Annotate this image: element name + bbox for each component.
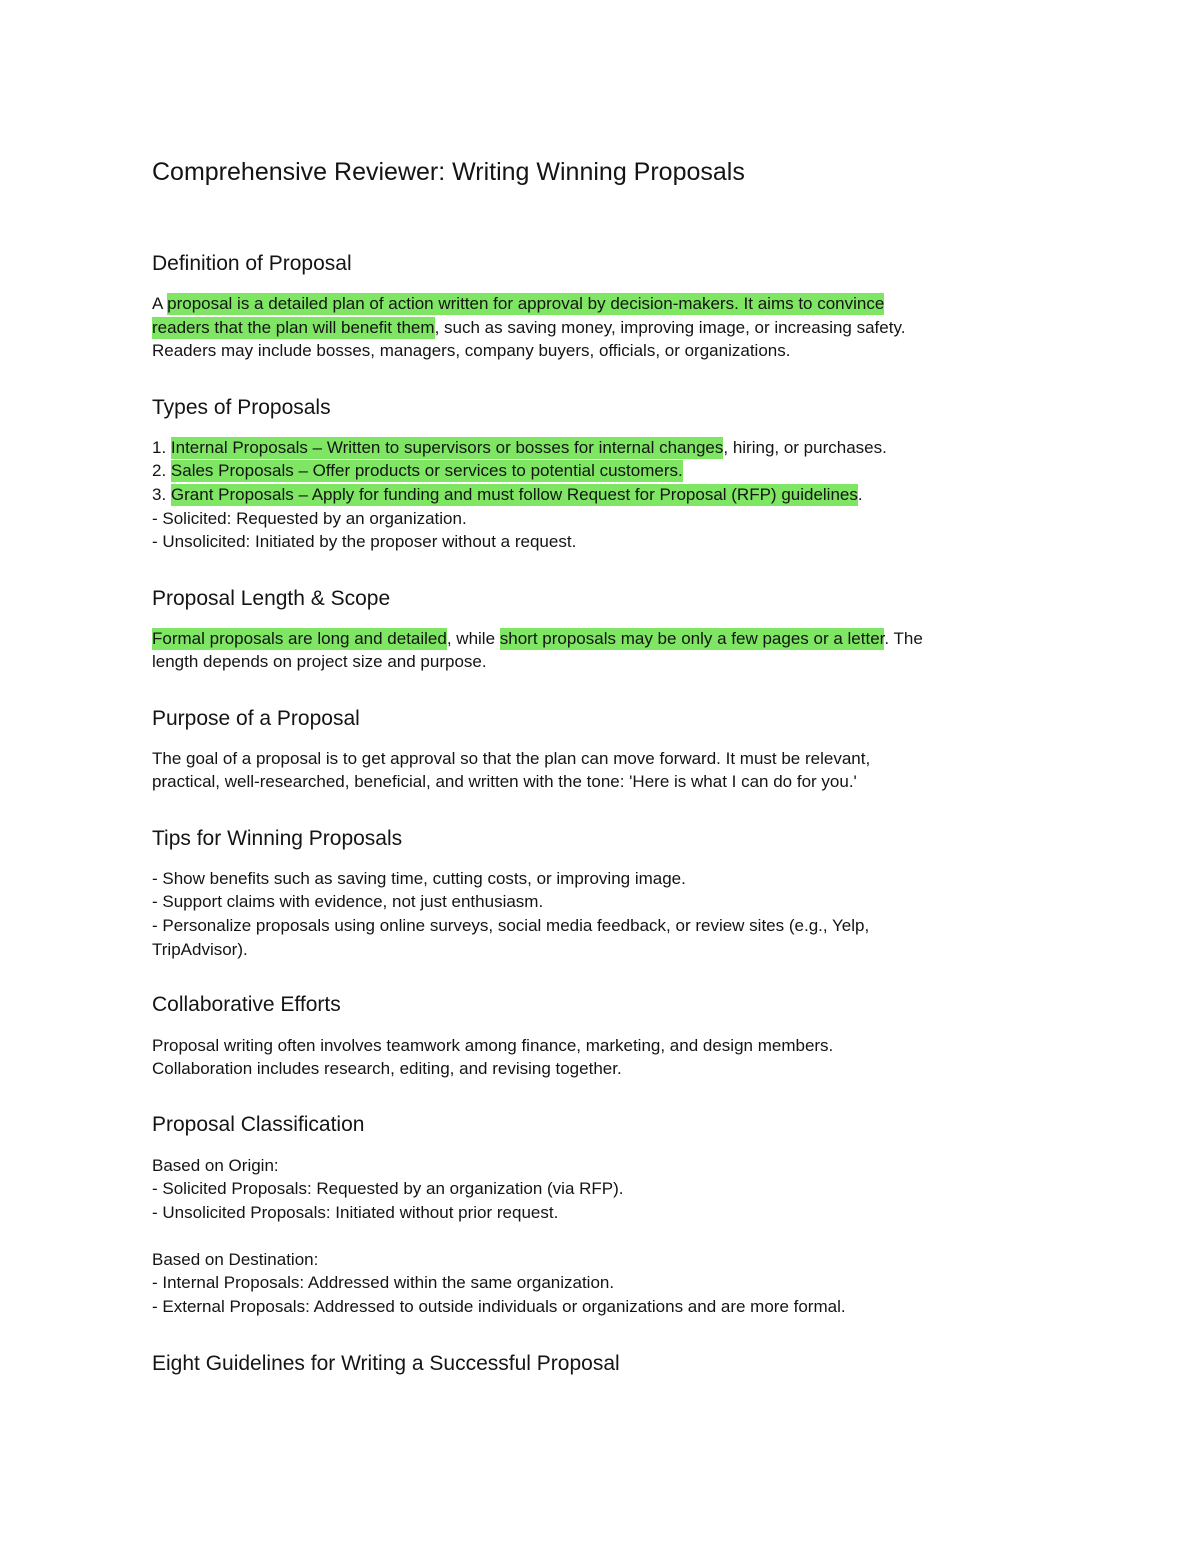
collab-line-2: Collaboration includes research, editing, and revising together. [152,1059,622,1078]
classification-origin-2: - Unsolicited Proposals: Initiated without prior request. [152,1203,559,1222]
classification-origin-1: - Solicited Proposals: Requested by an organization (via RFP). [152,1179,624,1198]
list-number: 2. [152,461,171,480]
tips-line-1: - Show benefits such as saving time, cutting costs, or improving image. [152,869,686,888]
classification-origin-label: Based on Origin: [152,1156,279,1175]
definition-highlight: proposal is a detailed plan of action written for approval by decision-makers. It aims to convince [167,294,885,313]
definition-text: , such as saving money, improving image, or increasing safety. [434,318,906,337]
tips-line-4: TripAdvisor). [152,940,248,959]
purpose-line-2: practical, well-researched, beneficial, and written with the tone: 'Here is what I can do for you.' [152,772,857,791]
definition-highlight: readers that the plan will benefit them [152,318,435,337]
types-item-2 [152,459,683,482]
list-number: 1. [152,438,171,457]
heading-collab: Collaborative Efforts [152,993,341,1016]
length-text: . The [884,629,923,648]
heading-length: Proposal Length & Scope [152,587,391,610]
classification-destination-2: - External Proposals: Addressed to outside individuals or organizations and are more formal. [152,1297,846,1316]
list-number: 3. [152,485,171,504]
tips-line-3: - Personalize proposals using online surveys, social media feedback, or review sites (e.g., Yelp, [152,916,870,935]
types-highlight: Grant Proposals – Apply for funding and must follow Request for Proposal (RFP) guidelines [170,485,858,504]
definition-text: A [152,294,168,313]
heading-tips: Tips for Winning Proposals [152,827,403,850]
length-text: , while [446,629,500,648]
definition-line-2 [152,316,905,339]
types-item-1 [152,436,887,459]
definition-line-3: Readers may include bosses, managers, company buyers, officials, or organizations. [152,341,791,360]
classification-destination-label: Based on Destination: [152,1250,319,1269]
types-bullet-2: - Unsolicited: Initiated by the proposer without a request. [152,532,577,551]
length-line-1 [152,627,923,650]
heading-guidelines: Eight Guidelines for Writing a Successful Proposal [152,1352,620,1375]
length-highlight: short proposals may be only a few pages or a letter [499,629,885,648]
types-text: . [857,485,863,504]
tips-line-2: - Support claims with evidence, not just enthusiasm. [152,892,544,911]
types-highlight: Internal Proposals – Written to supervisors or bosses for internal changes [170,438,724,457]
definition-line-1 [152,292,884,315]
collab-line-1: Proposal writing often involves teamwork among finance, marketing, and design members. [152,1036,834,1055]
types-item-3 [152,483,863,506]
length-highlight: Formal proposals are long and detailed [152,629,447,648]
classification-destination-1: - Internal Proposals: Addressed within the same organization. [152,1273,615,1292]
purpose-line-1: The goal of a proposal is to get approval so that the plan can move forward. It must be relevant, [152,749,871,768]
heading-definition: Definition of Proposal [152,252,352,275]
types-text: , hiring, or purchases. [723,438,887,457]
heading-types: Types of Proposals [152,396,331,419]
heading-purpose: Purpose of a Proposal [152,707,360,730]
types-bullet-1: - Solicited: Requested by an organization. [152,509,467,528]
heading-classification: Proposal Classification [152,1113,365,1136]
types-highlight: Sales Proposals – Offer products or services to potential customers. [170,461,683,480]
length-line-2: length depends on project size and purpose. [152,652,487,671]
document-title: Comprehensive Reviewer: Writing Winning Proposals [152,158,745,186]
